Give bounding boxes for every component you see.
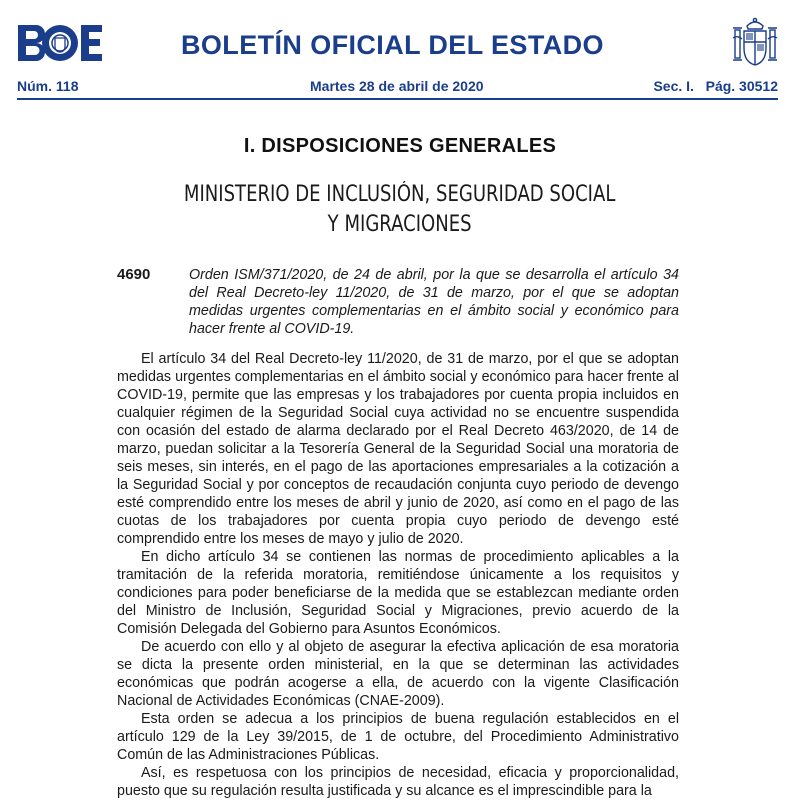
issue-date: Martes 28 de abril de 2020 — [310, 78, 484, 94]
paragraph: Así, es respetuosa con los principios de necesidad, eficacia y proporcionalidad, puesto que su regulación resulta justificada y su alcance es el imprescindible para la — [117, 765, 679, 799]
order-number: 4690 — [117, 266, 151, 283]
paragraph: En dicho artículo 34 se contienen las normas de procedimiento aplicables a la tramitación de la referida moratoria, remitiéndose únicamente a los requisitos y condiciones para poder beneficiarse de la medida que se establezcan mediante orden del Ministro de Inclusión, Seguridad Social y Migraciones, previo acuerdo de la Comisión Delegada del Gobierno para Asuntos Económicos. — [117, 549, 679, 637]
issue-number: Núm. 118 — [17, 78, 79, 94]
header-divider — [17, 98, 778, 100]
document-body — [117, 350, 679, 800]
coat-of-arms-icon — [732, 16, 778, 68]
bulletin-title: BOLETÍN OFICIAL DEL ESTADO — [181, 30, 604, 60]
order-summary: Orden ISM/371/2020, de 24 de abril, por la que se desarrolla el artículo 34 del Real Decreto-ley 11/2020, de 31 de marzo, por el que se adoptan medidas urgentes complementarias en el ámbito social y económico para hacer frente al COVID-19. — [189, 267, 679, 337]
ministry-title — [72, 180, 728, 240]
section-page: Sec. I. Pág. 30512 — [653, 78, 778, 94]
ministry-line-1: MINISTERIO DE INCLUSIÓN, SEGURIDAD SOCIAL — [183, 182, 616, 207]
ministry-line-2: Y MIGRACIONES — [327, 212, 472, 237]
section-title: I. DISPOSICIONES GENERALES — [243, 135, 557, 157]
paragraph: Esta orden se adecua a los principios de buena regulación establecidos en el artículo 129 de la Ley 39/2015, de 1 de octubre, del Procedimiento Administrativo Común de las Administraciones Públicas. — [117, 711, 679, 763]
paragraph: El artículo 34 del Real Decreto-ley 11/2020, de 31 de marzo, por el que se adoptan medidas urgentes complementarias en el ámbito social y económico para hacer frente al COVID-19, permite que las empresas y los trabajadores por cuenta propia incluidos en cualquier régimen de la Seguridad Social cuya actividad no se encuentre suspendida con ocasión del estado de alarma declarado por el Real Decreto 463/2020, de 14 de marzo, puedan solicitar a la Tesorería General de la Seguridad Social una moratoria de seis meses, sin interés, en el pago de las aportaciones empresariales a la cotización a la Seguridad Social y por conceptos de recaudación conjunta cuyo periodo de devengo esté comprendido entre los meses de abril y junio de 2020, así como en el pago de las cuotas de los trabajadores por cuenta propia cuyo periodo de devengo esté comprendido entre los meses de mayo y julio de 2020. — [117, 351, 679, 547]
boe-logo — [17, 24, 103, 62]
paragraph: De acuerdo con ello y al objeto de asegurar la efectiva aplicación de esa moratoria se dicta la presente orden ministerial, en la que se determinan las actividades económicas que podrán acogerse a ella, de acuerdo con la vigente Clasificación Nacional de Actividades Económicas (CNAE-2009). — [117, 639, 679, 709]
